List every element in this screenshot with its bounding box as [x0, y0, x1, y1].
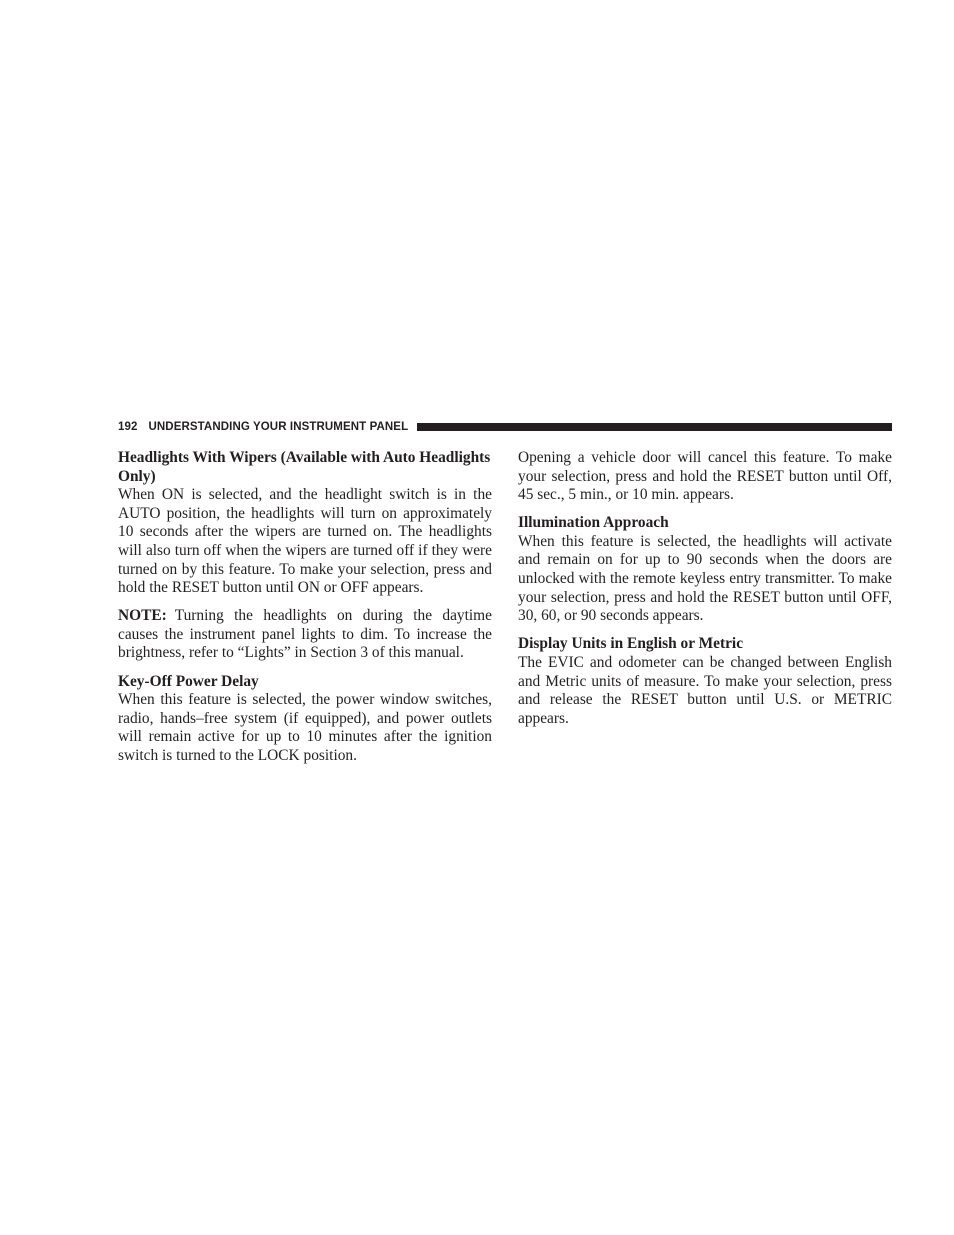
section-heading-display-units: Display Units in English or Metric [518, 635, 744, 653]
page-number: 192 [118, 421, 138, 433]
section-body-headlights-with-wipers: When ON is selected, and the headlight switch is in the AUTO position, the headlights will turn on approximately 10 seconds after the wipers are turned on. The headlights will also turn off when the wipers are turned off if they were turned on by this feature. To make your selection, press and hold the RESET button until ON or OFF appears. [118, 486, 492, 597]
running-head: UNDERSTANDING YOUR INSTRUMENT PANEL [148, 421, 409, 433]
page-header [118, 419, 892, 435]
section-heading-headlights-with-wipers: Headlights With Wipers (Available with Auto Headlights Only) [118, 449, 491, 485]
note-label: NOTE: [118, 607, 167, 625]
section-body-display-units: The EVIC and odometer can be changed between English and Metric units of measure. To make your selection, press and release the RESET button until U.S. or METRIC appears. [518, 653, 892, 727]
section-heading-key-off-power-delay: Key-Off Power Delay [118, 672, 259, 690]
continued-body-key-off-power-delay: Opening a vehicle door will cancel this feature. To make your selection, press and hold the RESET button until Off, 45 sec., 5 min., or 10 min. appears. [518, 449, 892, 504]
note-paragraph [118, 607, 492, 663]
section-heading-illumination-approach: Illumination Approach [518, 514, 669, 532]
section-body-illumination-approach: When this feature is selected, the headlights will activate and remain on for up to 90 seconds when the doors are unlocked with the remote keyless entry transmitter. To make your selection, press and hold the RESET button until OFF, 30, 60, or 90 seconds appears. [518, 532, 892, 625]
section-body-key-off-power-delay: When this feature is selected, the power window switches, radio, hands–free system (if equipped), and power outlets will remain active for up to 10 minutes after the ignition switch is turned to the LOCK position. [118, 691, 492, 764]
left-column [118, 449, 492, 775]
header-rule [417, 423, 892, 431]
right-column [518, 449, 892, 738]
note-body: Turning the headlights on during the daytime causes the instrument panel lights to dim. To increase the brightness, refer to “Lights” in Section 3 of this manual. [118, 607, 492, 662]
